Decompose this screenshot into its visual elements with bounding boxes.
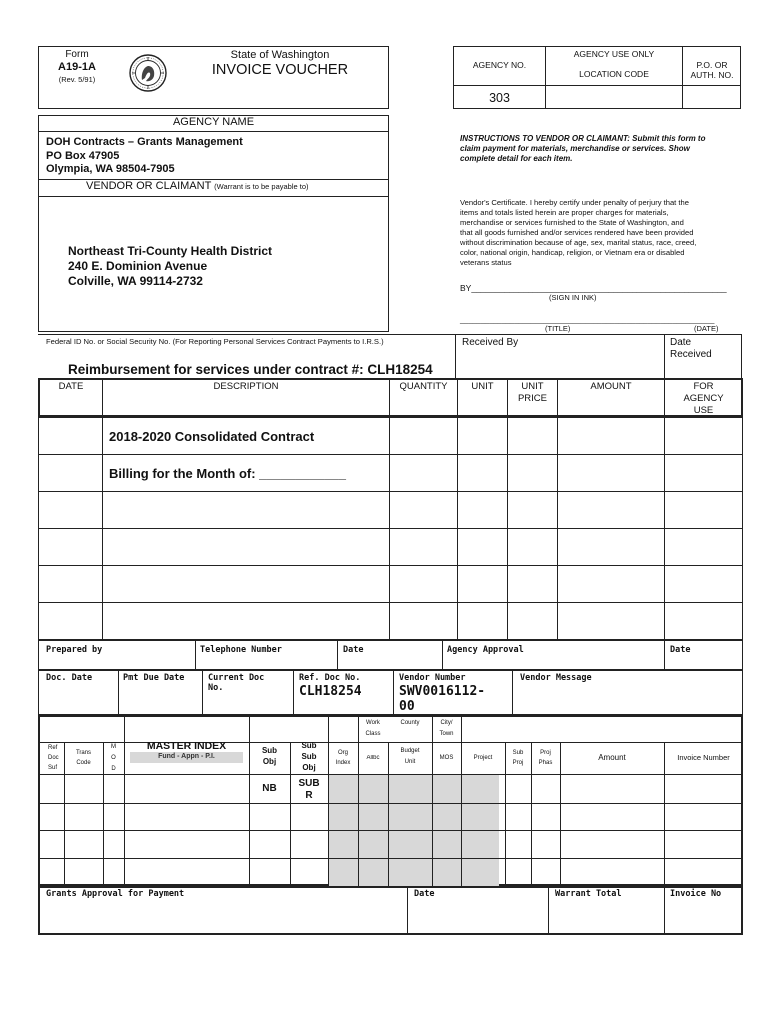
location-code-label: LOCATION CODE — [579, 69, 649, 79]
certificate-line-6: color, national origin, handicap, religion, or Vietnam era or disabled — [460, 248, 685, 257]
po-label-2: AUTH. NO. — [690, 70, 734, 80]
sub-sub-obj-2: Sub — [301, 752, 317, 761]
proj-phase-2: Phas — [538, 760, 553, 766]
col-unit-price-2: PRICE — [517, 393, 548, 404]
col-amount: AMOUNT — [590, 381, 632, 392]
county-label: County — [400, 720, 420, 726]
certificate-line-1: Vendor's Certificate. I hereby certify under penalty of perjury that the — [460, 198, 689, 207]
instructions-line-1: INSTRUCTIONS TO VENDOR OR CLAIMANT: Submit this form to — [460, 134, 706, 143]
sub-sub-obj-3: Obj — [302, 763, 316, 772]
received-by-label: Received By — [462, 337, 519, 348]
ref-doc-suf-2: Doc — [48, 755, 59, 761]
mod-3: D — [111, 766, 116, 772]
vendor-number-value-2: 00 — [399, 699, 415, 714]
vendor-label — [86, 180, 309, 192]
vendor-line-1: Northeast Tri-County Health District — [68, 244, 273, 258]
trans-code-1: Trans — [75, 750, 92, 756]
row-2-description: Billing for the Month of: ____________ — [109, 466, 346, 481]
grants-approval-label: Grants Approval for Payment — [46, 889, 185, 899]
doc-date-label: Doc. Date — [46, 673, 93, 683]
invoice-no-label: Invoice No — [670, 889, 722, 899]
vendor-line-2: 240 E. Dominion Avenue — [68, 259, 208, 273]
po-label-1: P.O. OR — [696, 60, 728, 70]
sub-proj-2: Proj — [512, 760, 524, 766]
vendor-label-text: VENDOR OR CLAIMANT — [86, 180, 212, 192]
work-class-label-1: Work — [366, 720, 380, 726]
row-1-description: 2018-2020 Consolidated Contract — [109, 429, 315, 444]
ref-doc-suf-1: Ref — [48, 745, 58, 751]
certificate-line-2: items and totals listed herein are proper charges for materials, — [460, 208, 669, 217]
col-unit-price-1: UNIT — [521, 381, 544, 392]
sign-in-ink-label: (SIGN IN INK) — [549, 293, 597, 302]
instructions-line-3: complete detail for each item. — [460, 154, 573, 163]
date-received-label-1: Date — [670, 337, 692, 348]
org-index-1: Org — [337, 750, 348, 756]
form-label: Form — [65, 49, 89, 60]
agency-name-label: AGENCY NAME — [172, 116, 255, 128]
certificate-line-7: veterans status — [460, 258, 512, 267]
instructions-line-2: claim payment for materials, merchandise or services. Show — [460, 144, 690, 153]
city-town-label-1: City/ — [440, 720, 453, 726]
col-unit: UNIT — [471, 381, 494, 392]
vendor-label-note: (Warrant is to be payable to) — [214, 182, 309, 191]
certificate-line-4: that all goods furnished and/or services rendered have been provided — [460, 228, 694, 237]
certificate-line-3: merchandise or services furnished to the State of Washington, and — [460, 218, 684, 227]
invoice-number-label: Invoice Number — [677, 753, 730, 762]
ref-doc-label: Ref. Doc No. — [299, 673, 361, 683]
approval-row — [38, 640, 743, 670]
agency-line-3: Olympia, WA 98504-7905 — [46, 163, 175, 175]
col-date: DATE — [58, 381, 84, 392]
form-number: A19-1A — [58, 61, 96, 73]
telephone-label: Telephone Number — [200, 645, 282, 655]
title-label: (TITLE) — [545, 324, 571, 333]
fund-appn-label: Fund - Appn - P.I. — [158, 753, 215, 760]
sub-obj-1: Sub — [261, 746, 278, 755]
federal-id-label: Federal ID No. or Social Security No. (For Reporting Personal Services Contract Payments to I.R.S.) — [46, 337, 384, 346]
subr-value-2: R — [305, 790, 313, 801]
sub-sub-obj-1: Sub — [301, 741, 317, 750]
approval-date-label: Date — [343, 645, 364, 655]
approval-date2-label: Date — [670, 645, 691, 655]
date-received-label-2: Received — [670, 349, 712, 360]
mod-2: O — [111, 755, 116, 761]
agency-use-only-label: AGENCY USE ONLY — [573, 49, 655, 59]
amount-label: Amount — [598, 753, 626, 762]
sub-obj-2: Obj — [262, 757, 277, 766]
mod-1: M — [111, 744, 116, 750]
proj-phase-1: Proj — [540, 750, 551, 756]
prepared-by-label: Prepared by — [46, 645, 103, 655]
vendor-number-label: Vendor Number — [399, 673, 466, 683]
vendor-number-value-1: SWV0016112- — [399, 684, 486, 699]
state-seal-icon — [128, 53, 168, 93]
allocation-label: Allbc — [366, 755, 380, 761]
budget-unit-1: Budget — [400, 748, 420, 754]
sub-proj-1: Sub — [512, 750, 524, 756]
ref-doc-suf-3: Suf — [48, 765, 58, 771]
work-class-label-2: Class — [365, 731, 381, 737]
project-label: Project — [473, 755, 493, 761]
title-line[interactable]: _____________________________________________________________ — [460, 315, 715, 324]
current-doc-label-2: No. — [208, 683, 224, 693]
master-index-label: MASTER INDEX — [146, 740, 227, 752]
col-agency-use-3: USE — [693, 405, 714, 416]
footer-date-label: Date — [414, 889, 435, 899]
city-town-label-2: Town — [439, 731, 454, 737]
subr-value-1: SUB — [298, 778, 320, 789]
certificate-line-5: without discrimination because of age, sex, marital status, race, creed, — [460, 238, 697, 247]
form-revision: (Rev. 5/91) — [58, 75, 96, 84]
col-description: DESCRIPTION — [213, 381, 279, 392]
trans-code-2: Code — [76, 760, 91, 766]
agency-line-1: DOH Contracts – Grants Management — [46, 136, 243, 148]
mos-label: MOS — [439, 755, 454, 761]
org-index-2: Index — [335, 760, 351, 766]
reimbursement-line: Reimbursement for services under contract #: CLH18254 — [68, 362, 433, 377]
date-label: (DATE) — [694, 324, 719, 333]
pmt-due-date-label: Pmt Due Date — [123, 673, 185, 683]
budget-unit-2: Unit — [404, 759, 416, 765]
col-agency-use-2: AGENCY — [683, 393, 724, 404]
current-doc-label-1: Current Doc — [208, 673, 265, 683]
signature-line[interactable]: BY______________________________________________________ — [460, 283, 727, 293]
agency-line-2: PO Box 47905 — [46, 150, 120, 162]
page-title: INVOICE VOUCHER — [211, 62, 349, 78]
vendor-message-label: Vendor Message — [520, 673, 592, 683]
agency-no-label: AGENCY NO. — [472, 60, 527, 70]
warrant-total-label: Warrant Total — [555, 889, 622, 899]
agency-approval-label: Agency Approval — [447, 645, 524, 655]
agency-no-value[interactable]: 303 — [489, 91, 510, 105]
ref-doc-value: CLH18254 — [299, 684, 362, 699]
nb-value: NB — [262, 783, 277, 794]
col-agency-use-1: FOR — [693, 381, 714, 392]
state-name: State of Washington — [230, 49, 330, 61]
col-quantity: QUANTITY — [399, 381, 448, 392]
vendor-line-3: Colville, WA 99114-2732 — [68, 274, 203, 288]
